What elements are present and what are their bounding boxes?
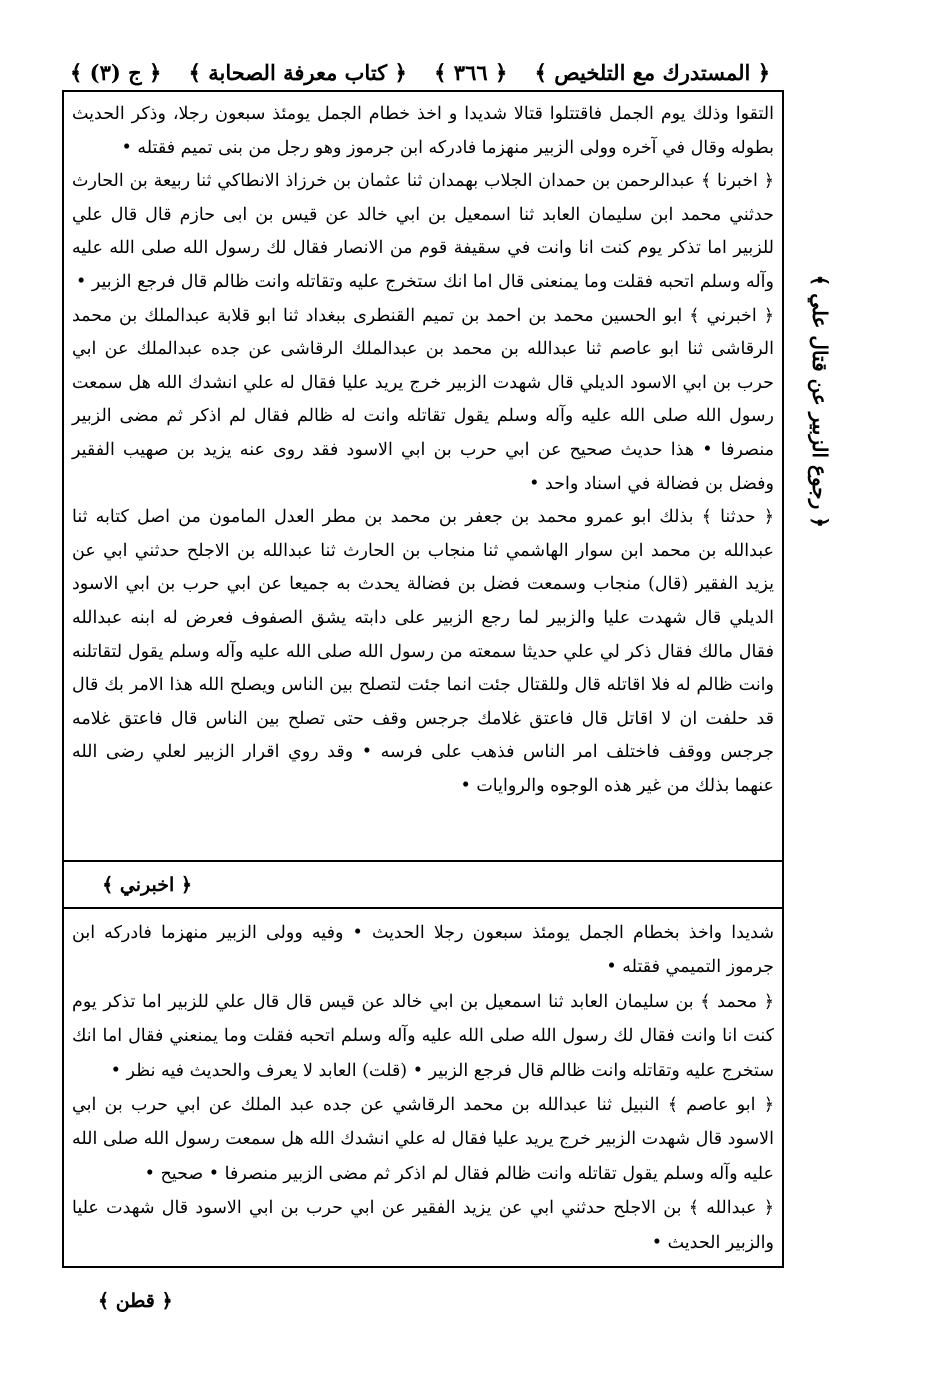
chapter-title: ﴿ كتاب معرفة الصحابة ﴾	[188, 59, 407, 85]
section-divider	[64, 860, 782, 862]
page-number: ﴿ ٣٦٦ ﴾	[434, 59, 508, 85]
volume-number: ﴿ ج (٣) ﴾	[70, 59, 162, 85]
main-paragraph: ﴿ اخبرنا ﴾ عبدالرحمن بن حمدان الجلاب بهمدان ثنا عثمان بن خرزاذ الانطاكي ثنا ربيعة بن الحارث حدثني محمد ابن سليمان العابد ثنا اسمعيل بن ابي خالد عن قيس بن ابى حازم قال قال علي للزبير اما تذكر يوم كنت انا وانت في سقيفة قوم من الانصار فقال لك رسول الله صلى الله عليه وآله وسلم اتحبه فقلت وما يمنعنى قال اما انك ستخرج عليه وتقاتله وانت ظالم قال فرجع الزبير •	[72, 171, 774, 292]
talkhis-paragraph: شديدا واخذ بخطام الجمل يومئذ سبعون رجلا الحديث • وفيه وولى الزبير منهزما فادركه ابن جرموز التميمي فقتله •	[72, 923, 774, 978]
book-title: ﴿ المستدرك مع التلخيص ﴾	[534, 59, 770, 85]
text-frame	[62, 90, 784, 1268]
talkhis-rule	[64, 907, 782, 909]
talkhis-paragraph: ﴿ محمد ﴾ بن سليمان العابد ثنا اسمعيل بن ابي خالد عن قيس قال قال علي للزبير اما تذكر يوم كنت انا وانت فقال لك رسول الله صلى الله عليه وآله وسلم اتحبه فقلت وما يمنعني فقال اما انك ستخرج عليه وتقاتله وانت ظالم قال فرجع الزبير • (قلت) العابد لا يعرف والحديث فيه نظر •	[72, 991, 774, 1081]
page-header	[70, 52, 770, 92]
margin-note	[796, 274, 844, 528]
main-paragraph: التقوا وذلك يوم الجمل فاقتتلوا قتالا شديدا و اخذ خطام الجمل يومئذ سبعون رجلا، وذكر الحديث بطوله وقال في آخره وولى الزبير منهزما فادركه ابن جرموز وهو رجل من بنى تميم فقتله •	[72, 104, 774, 158]
catchword-footer: ﴿ قطن ﴾	[98, 1290, 173, 1312]
main-paragraph: ﴿ حدثنا ﴾ بذلك ابو عمرو محمد بن جعفر بن محمد بن مطر العدل المامون من اصل كتابه ثنا عبدالله بن محمد ابن سوار الهاشمي ثنا منجاب بن الحارث ثنا عبدالله بن الاجلح حدثني ابي عن يزيد الفقير (قال) منجاب وسمعت فضل بن فضالة يحدث به جميعا عن ابي حرب بن ابي الاسود الديلي قال شهدت عليا والزبير لما رجع الزبير على دابته يشق الصفوف فعرض له ابنه عبدالله فقال مالك فقال ذكر لي علي حديثا سمعته من رسول الله صلى الله عليه وآله وسلم يقول لتقاتلنه وانت ظالم له فلا اقاتله قال وللقتال جئت انما جئت لتصلح بين الناس ويصلح الله هذا الامر بك قال قد حلفت ان لا اقاتل قال فاعتق غلامك جرجس وقف حتى تصلح بين الناس قال فاعتق غلامه جرجس ووقف فاختلف امر الناس فذهب على فرسه • وقد روي اقرار الزبير لعلي رضى الله عنهما بذلك من غير هذه الوجوه والروايات •	[72, 507, 774, 796]
main-paragraph: ﴿ اخبرني ﴾ ابو الحسين محمد بن احمد بن تميم القنطرى ببغداد ثنا ابو قلابة عبدالملك بن محمد الرقاشى ثنا ابو عاصم ثنا عبدالله بن محمد بن عبدالملك الرقاشى عن جده عبدالملك عن ابي حرب بن ابي الاسود الديلي قال شهدت الزبير خرج يريد عليا فقال له علي انشدك الله هل سمعت رسول الله صلى الله عليه وآله وسلم يقول تقاتله وانت له ظالم فقال لم اذكر ثم مضى الزبير منصرفا • هذا حديث صحيح عن ابي حرب بن ابي الاسود فقد روى عنه يزيد بن صهيب الفقير وفضل بن فضالة في اسناد واحد •	[72, 305, 774, 494]
talkhis-text	[72, 916, 774, 1256]
mustadrak-text	[72, 98, 774, 848]
talkhis-paragraph: ﴿ عبدالله ﴾ بن الاجلح حدثني ابي عن يزيد الفقير عن ابي حرب بن ابي الاسود قال شهدت عليا والزبير الحديث •	[72, 1198, 774, 1253]
margin-note-text: ﴿ رجوع الزبير عن قتال علي ﴾	[808, 274, 832, 528]
talkhis-paragraph: ﴿ ابو عاصم ﴾ النبيل ثنا عبدالله بن محمد الرقاشي عن جده عبد الملك عن ابي حرب بن ابي الاسود قال شهدت الزبير خرج يريد عليا فقال له علي انشدك الله هل سمعت رسول الله صلى الله عليه وآله وسلم يقول تقاتله وانت ظالم فقال لم اذكر ثم مضى الزبير منصرفا • صحيح •	[72, 1095, 774, 1184]
talkhis-heading: ﴿ اخبرني ﴾	[102, 874, 192, 896]
